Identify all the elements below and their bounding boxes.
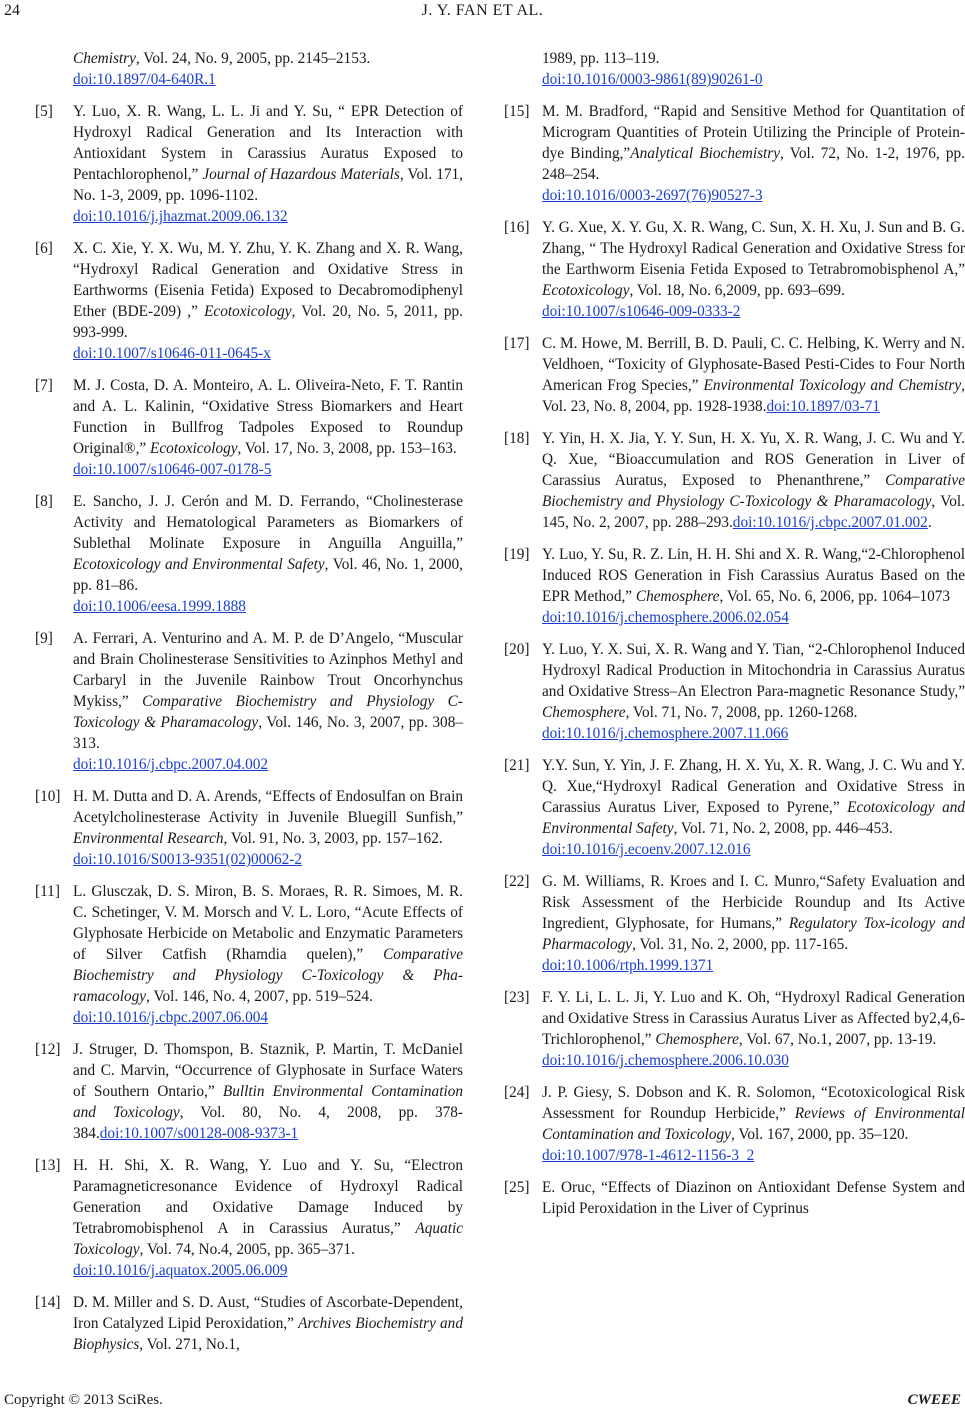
journal-title: Regulatory Tox-icology and Pharmacology (542, 915, 965, 953)
reference-text: H. H. Shi, X. R. Wang, Y. Luo and Y. Su, “Electron Paramagneticresonance Evidence of Hydroxyl Radical Generation and Oxidative Damage Induced by Tetrabromobisphenol A in Carassius Auratus,” (73, 1157, 463, 1237)
doi-link[interactable]: doi:10.1016/0003-2697(76)90527-3 (542, 187, 763, 204)
doi-link[interactable]: doi:10.1016/j.chemosphere.2007.11.066 (542, 725, 789, 742)
reference-entry (504, 987, 965, 1071)
reference-entry (35, 238, 463, 364)
page-number: 24 (4, 2, 20, 19)
journal-title: Comparative Biochemistry and Physiology C-Toxicology & Pha-ramacology (73, 946, 463, 1005)
reference-details: Vol. 67, No.1, 2007, pp. 13-19. (742, 1031, 937, 1048)
doi-link[interactable]: doi:10.1016/0003-9861(89)90261-0 (542, 71, 763, 88)
reference-number: [19] (504, 546, 530, 563)
doi-link[interactable]: doi:10.1016/S0013-9351(02)00062-2 (73, 851, 303, 868)
reference-details: , Vol. 17, No. 3, 2008, pp. 153–163. (237, 440, 457, 457)
doi-link[interactable]: doi:10.1007/978-1-4612-1156-3_2 (542, 1147, 755, 1164)
reference-number: [20] (504, 641, 530, 658)
reference-text: D. M. Miller and S. D. Aust, “Studies of Ascorbate-Dependent, Iron Catalyzed Lipid Peroxidation,” (73, 1294, 463, 1332)
reference-details: , Vol. 80, No. 4, 2008, pp. 378-384. (73, 1104, 463, 1142)
reference-tail: . (927, 514, 932, 531)
reference-number: [15] (504, 103, 530, 120)
reference-number: [9] (35, 630, 53, 647)
doi-link[interactable]: doi:10.1897/03-71 (766, 398, 880, 415)
doi-link[interactable]: doi:10.1007/s10646-007-0178-5 (73, 461, 272, 478)
reference-entry (35, 1155, 463, 1281)
reference-text: C. M. Howe, M. Berrill, B. D. Pauli, C. C. Helbing, K. Werry and N. Veldhoen, “Toxicity of Glyphosate-Based Pesti-Cides to Four North American Frog Species,” (542, 335, 965, 394)
reference-number: [12] (35, 1041, 61, 1058)
reference-entry (35, 48, 463, 90)
reference-number: [6] (35, 240, 53, 257)
journal-title: Ecotoxicology and Environmental Safety (73, 556, 325, 573)
reference-number: [16] (504, 219, 530, 236)
reference-details: , Vol. 167, 2000, pp. 35–120. (730, 1126, 909, 1143)
reference-number: [8] (35, 493, 53, 510)
reference-number: [13] (35, 1157, 61, 1174)
doi-link[interactable]: doi:10.1006/rtph.1999.1371 (542, 957, 714, 974)
reference-entry (504, 217, 965, 322)
reference-entry (504, 428, 965, 533)
reference-text: F. Y. Li, L. L. Ji, Y. Luo and K. Oh, “Hydroxyl Radical Generation and Oxidative Stress in Carassius Auratus Liver as Affected by2,4,6-Trichlorophenol,” (542, 989, 965, 1048)
reference-text: E. Sancho, J. J. Cerón and M. D. Ferrando, “Cholinesterase Activity and Hematological Parameters as Biomarkers of Sublethal Molinate Exposure in Anguilla Anguilla,” (73, 493, 463, 552)
journal-title: Ecotoxicology (542, 282, 630, 299)
journal-title: Ecotoxicology (204, 303, 292, 320)
doi-link[interactable]: doi:10.1016/j.ecoenv.2007.12.016 (542, 841, 751, 858)
reference-details: , Vol. 146, No. 3, 2007, pp. 308–313. (73, 714, 464, 752)
journal-title: Chemosphere (542, 704, 626, 721)
journal-title: Environmental Research (73, 830, 224, 847)
reference-entry (35, 786, 463, 870)
reference-text: Y. G. Xue, X. Y. Gu, X. R. Wang, C. Sun, X. H. Xu, J. Sun and B. G. Zhang, “ The Hydroxyl Radical Generation and Oxidative Stress for the Earthworm Eisenia Fetida Exposed to Tetrabromobisphenol A,” (542, 219, 965, 278)
reference-entry (504, 101, 965, 206)
reference-details: , Vol. 171, No. 1-3, 2009, pp. 1096-1102. (73, 166, 463, 204)
reference-number: [11] (35, 883, 60, 900)
reference-number: [17] (504, 335, 530, 352)
reference-entry (504, 755, 965, 860)
reference-entry (35, 628, 463, 775)
doi-link[interactable]: doi:10.1016/j.cbpc.2007.04.002 (73, 756, 269, 773)
reference-entry (504, 1082, 965, 1166)
doi-link[interactable]: doi:10.1016/j.jhazmat.2009.06.132 (73, 208, 288, 225)
reference-text: M. M. Bradford, “Rapid and Sensitive Method for Quantitation of Microgram Quantities of Protein Utilizing the Principle of Protein-dye Binding,” (542, 103, 965, 162)
reference-text: A. Ferrari, A. Venturino and A. M. P. de D’Angelo, “Muscular and Brain Cholinesterase Sensitivities to Azinphos Methyl and Carbaryl in the Juvenile Rainbow Trout Oncorhynchus Mykiss,” (73, 630, 463, 710)
doi-link[interactable]: doi:10.1897/04-640R.1 (73, 71, 216, 88)
reference-details: , Vol. 91, No. 3, 2003, pp. 157–162. (223, 830, 443, 847)
reference-details: , Vol. 71, No. 7, 2008, pp. 1260-1268. (625, 704, 858, 721)
reference-number: [24] (504, 1084, 530, 1101)
doi-link[interactable]: doi:10.1016/j.cbpc.2007.01.002 (732, 514, 928, 531)
reference-number: [22] (504, 873, 530, 890)
reference-entry (35, 101, 463, 227)
reference-number: [7] (35, 377, 53, 394)
reference-number: [5] (35, 103, 53, 120)
journal-title: Reviews of Environmental Contamination and Toxicology (542, 1105, 965, 1143)
doi-link[interactable]: doi:10.1016/j.cbpc.2007.06.004 (73, 1009, 269, 1026)
journal-title: Bulltin Environmental Contamination and Toxicology (73, 1083, 463, 1121)
reference-number: [10] (35, 788, 61, 805)
journal-title: Analytical Biochemistry (630, 145, 781, 162)
doi-link[interactable]: doi:10.1007/s10646-009-0333-2 (542, 303, 741, 320)
reference-details: , Vol. 18, No. 6,2009, pp. 693–699. (629, 282, 845, 299)
journal-title: Chemosphere (635, 588, 720, 605)
reference-entry (504, 639, 965, 744)
doi-link[interactable]: doi:10.1016/j.aquatox.2005.06.009 (73, 1262, 288, 1279)
reference-details: , Vol. 20, No. 5, 2011, pp. 993-999. (73, 303, 463, 341)
reference-entry (504, 1177, 965, 1219)
reference-number: [18] (504, 430, 530, 447)
reference-entry (504, 871, 965, 976)
reference-column-right (504, 48, 965, 1230)
reference-text: E. Oruc, “Effects of Diazinon on Antioxidant Defense System and Lipid Peroxidation in the Liver of Cyprinus (542, 1179, 965, 1217)
journal-title: Archives Biochemistry and Biophysics (73, 1315, 463, 1353)
reference-number: [25] (504, 1179, 530, 1196)
reference-entry (504, 333, 965, 417)
reference-text: J. Struger, D. Thomspon, B. Staznik, P. Martin, T. McDaniel and C. Marvin, “Occurrence of Glyphosate in Surface Waters of Southern Ontario,” (73, 1041, 463, 1100)
reference-details: , Vol. 271, No.1, (139, 1336, 240, 1353)
reference-number: [23] (504, 989, 530, 1006)
page-header (0, 2, 965, 26)
reference-details: , Vol. 145, No. 2, 2007, pp. 288–293. (542, 493, 965, 531)
journal-title: Comparative Biochemistry and Physiology C-Toxicology & Pharamacology (542, 472, 965, 510)
reference-details: , Vol. 74, No.4, 2005, pp. 365–371. (139, 1241, 355, 1258)
reference-text: Y. Yin, H. X. Jia, Y. Y. Sun, H. X. Yu, X. R. Wang, J. C. Wu and Y. Q. Xue, “Bioaccumulation and ROS Generation in Liver of Carassius Auratus, Exposed to Phenanthrene,” (542, 430, 965, 489)
page-footer (4, 1392, 965, 1409)
journal-title: Journal of Hazardous Materials (202, 166, 400, 183)
doi-link[interactable]: doi:10.1016/j.chemosphere.2006.10.030 (542, 1052, 789, 1069)
journal-abbrev: CWEEE (907, 1392, 961, 1408)
reference-details: , Vol. 146, No. 4, 2007, pp. 519–524. (146, 988, 373, 1005)
reference-entry (504, 544, 965, 628)
reference-text: H. M. Dutta and D. A. Arends, “Effects of Endosulfan on Brain Acetylcholinesterase Activity in Juvenile Bluegill Sunfish,” (73, 788, 463, 826)
reference-text: Y. Luo, Y. Su, R. Z. Lin, H. H. Shi and X. R. Wang,“2-Chlorophenol Induced ROS Generation in Fish Carassius Auratus Based on the EPR Method,” (542, 546, 965, 605)
journal-title: Ecotoxicology and Environmental Safety (542, 799, 965, 837)
reference-text: J. P. Giesy, S. Dobson and K. R. Solomon, “Ecotoxicological Risk Assessment for Roundup Herbicide,” (542, 1084, 965, 1122)
reference-entry (35, 375, 463, 480)
reference-text: Y. Luo, X. R. Wang, L. L. Ji and Y. Su, “ EPR Detection of Hydroxyl Radical Generation and Its Interaction with Antioxidant System in Carassius Auratus Exposed to Pentachlorophenol,” (73, 103, 463, 183)
reference-text: M. J. Costa, D. A. Monteiro, A. L. Oliveira-Neto, F. T. Rantin and A. L. Kalinin, “Oxidative Stress Biomarkers and Heart Function in Bullfrog Tadpoles Exposed to Roundup Original®,” (73, 377, 463, 457)
journal-title: Ecotoxicology (150, 440, 238, 457)
doi-link[interactable]: doi:10.1006/eesa.1999.1888 (73, 598, 246, 615)
reference-entry (35, 1292, 463, 1355)
doi-link[interactable]: doi:10.1007/s00128-008-9373-1 (99, 1125, 299, 1142)
reference-details: , Vol. 72, No. 1-2, 1976, pp. 248–254. (542, 145, 965, 183)
reference-details: , Vol. 46, No. 1, 2000, pp. 81–86. (73, 556, 464, 594)
reference-text: Y. Luo, Y. X. Sui, X. R. Wang and Y. Tian, “2-Chlorophenol Induced Hydroxyl Radical Production in Mitochondria in Carassius Auratus and Oxidative Stress–An Electron Para-magnetic Resonance Study,” (542, 641, 965, 700)
reference-number: [14] (35, 1294, 61, 1311)
reference-text: 1989, pp. 113–119. (542, 50, 660, 67)
reference-entry (35, 1039, 463, 1144)
journal-title: Aquatic Toxicology (73, 1220, 463, 1258)
reference-column-left (35, 48, 463, 1366)
running-head: J. Y. FAN ET AL. (421, 2, 544, 19)
reference-number: [21] (504, 757, 530, 774)
journal-title: Environmental Toxicology and Chemistry (703, 377, 962, 394)
reference-text: Y.Y. Sun, Y. Yin, J. F. Zhang, H. X. Yu, X. R. Wang, J. C. Wu and Y. Q. Xue,“Hydroxyl Radical Generation and Oxidative Stress in Carassius Auratus Liver, Exposed to Pyrene,” (542, 757, 965, 816)
reference-entry (35, 881, 463, 1028)
reference-details: , Vol. 24, No. 9, 2005, pp. 2145–2153. (135, 50, 371, 67)
reference-details: , Vol. 23, No. 8, 2004, pp. 1928-1938. (542, 377, 965, 415)
copyright-notice: Copyright © 2013 SciRes. (4, 1392, 163, 1408)
reference-details: , Vol. 71, No. 2, 2008, pp. 446–453. (673, 820, 893, 837)
reference-details: , Vol. 65, No. 6, 2006, pp. 1064–1073 (719, 588, 951, 605)
doi-link[interactable]: doi:10.1007/s10646-011-0645-x (73, 345, 271, 362)
doi-link[interactable]: doi:10.1016/j.chemosphere.2006.02.054 (542, 609, 789, 626)
reference-text: L. Glusczak, D. S. Miron, B. S. Moraes, R. R. Simoes, M. R. C. Schetinger, V. M. Morsch and V. L. Loro, “Acute Effects of Glyphosate Herbicide on Metabolic and Enzymatic Parameters of Silver Catfish (Rhamdia quelen),” (73, 883, 463, 963)
journal-title: Chemistry (73, 50, 136, 67)
reference-entry (35, 491, 463, 617)
reference-entry (504, 48, 965, 90)
reference-details: , Vol. 31, No. 2, 2000, pp. 117-165. (632, 936, 849, 953)
reference-text: X. C. Xie, Y. X. Wu, M. Y. Zhu, Y. K. Zhang and X. R. Wang, “Hydroxyl Radical Generation and Oxidative Stress in Earthworms (Eisenia Fetida) Exposed to Decabromodiphenyl Ether (BDE-209) ,” (73, 240, 463, 320)
reference-text: G. M. Williams, R. Kroes and I. C. Munro,“Safety Evaluation and Risk Assessment of the Herbicide Roundup and Its Active Ingredient, Glyphosate, for Humans,” (542, 873, 965, 932)
journal-title: Chemosphere, (655, 1031, 743, 1048)
journal-title: Comparative Biochemistry and Physiology C-Toxicology & Pharamacology (73, 693, 463, 731)
